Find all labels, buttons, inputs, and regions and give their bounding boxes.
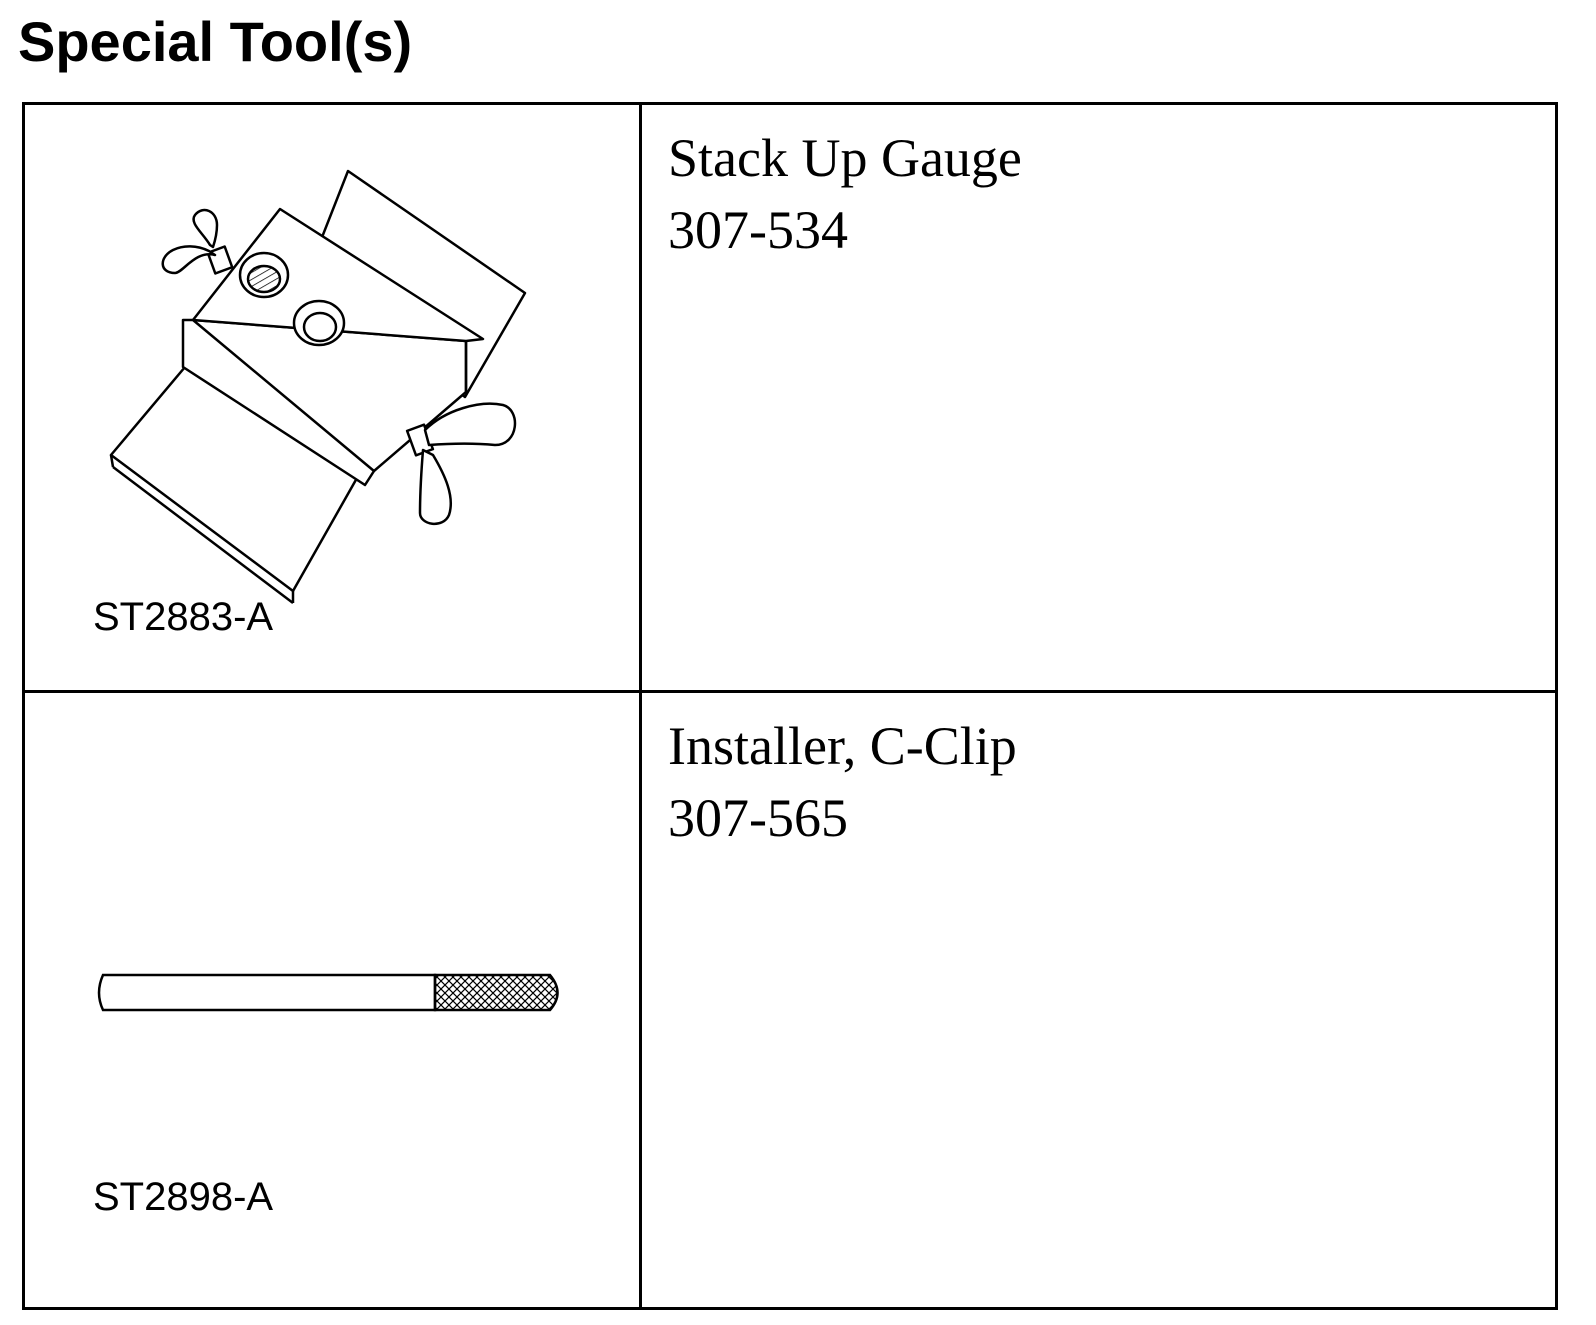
tool-name: Installer, C-Clip [668, 716, 1017, 776]
tool-description-cell [642, 693, 1555, 1307]
tool-illustration-cell [25, 693, 642, 1307]
tool-name: Stack Up Gauge [668, 128, 1022, 188]
tool-illustration-cell [25, 105, 642, 690]
special-tools-table [22, 102, 1558, 1310]
figure-code: ST2883-A [93, 595, 274, 639]
tool-number: 307-565 [668, 788, 848, 848]
tool-description-cell [642, 105, 1555, 690]
tool-number: 307-534 [668, 200, 848, 260]
figure-code: ST2898-A [93, 1175, 274, 1219]
page-title: Special Tool(s) [18, 10, 413, 73]
table-row [25, 105, 1555, 693]
table-row [25, 693, 1555, 1307]
